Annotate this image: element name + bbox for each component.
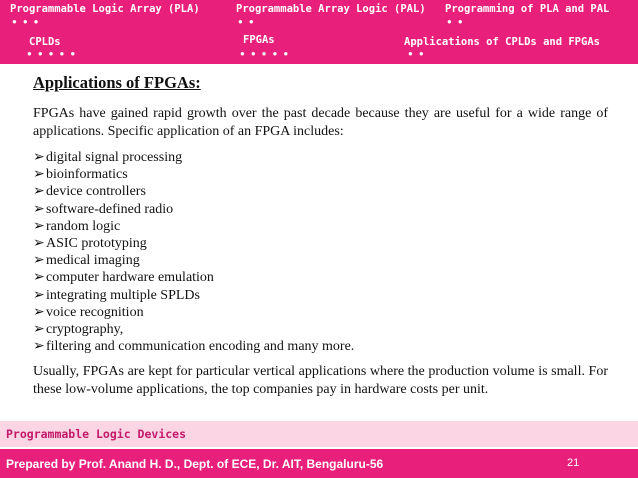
list-item: [33, 252, 608, 269]
check-arrow-icon: ➢: [33, 150, 45, 165]
list-item-text: computer hardware emulation: [46, 270, 214, 286]
list-item-text: integrating multiple SPLDs: [46, 287, 200, 303]
check-arrow-icon: ➢: [33, 287, 45, 303]
list-item-text: random logic: [46, 218, 121, 234]
list-item: [33, 183, 608, 200]
nav-progress-dots-programming: ● ●: [447, 17, 465, 26]
list-item: [33, 218, 608, 235]
check-arrow-icon: ➢: [33, 201, 45, 217]
list-item: [33, 201, 608, 218]
nav-progress-dots-pal: ● ●: [238, 17, 256, 26]
list-item: [33, 304, 608, 321]
check-arrow-icon: ➢: [33, 236, 45, 252]
list-item-text: medical imaging: [46, 253, 140, 269]
nav-progress-dots-applications: ● ●: [408, 49, 426, 58]
intro-paragraph: FPGAs have gained rapid growth over the past decade because they are useful for a wide range of applications. Specific application of an FPGA includes:: [33, 106, 608, 139]
nav-link-applications[interactable]: Applications of CPLDs and FPGAs: [404, 36, 600, 48]
nav-progress-dots-pla: ● ● ●: [12, 17, 41, 26]
slide-content: [33, 70, 608, 399]
check-arrow-icon: ➢: [33, 339, 45, 355]
footer-bar: [0, 449, 638, 478]
list-item-text: ASIC prototyping: [46, 236, 147, 252]
list-item-text: bioinformatics: [46, 167, 128, 183]
nav-link-cplds[interactable]: CPLDs: [29, 36, 61, 48]
closing-paragraph: Usually, FPGAs are kept for particular vertical applications where the production volume is small. For these low-volume applications, the top companies pay in hardware costs per unit.: [33, 364, 608, 398]
list-item-text: filtering and communication encoding and many more.: [46, 339, 355, 355]
list-item-text: software-defined radio: [46, 201, 174, 217]
list-item-text: digital signal processing: [46, 150, 183, 165]
list-item: [33, 269, 608, 286]
navigation-bar: [0, 0, 638, 64]
list-item: [33, 166, 608, 183]
nav-progress-dots-cplds: ● ● ● ● ●: [27, 49, 78, 58]
nav-link-pla[interactable]: Programmable Logic Array (PLA): [10, 3, 200, 15]
nav-link-programming-pla-pal[interactable]: Programming of PLA and PAL: [445, 3, 610, 15]
list-item: [33, 235, 608, 252]
list-item-text: voice recognition: [46, 304, 144, 320]
list-item: [33, 149, 608, 166]
nav-link-pal[interactable]: Programmable Array Logic (PAL): [236, 3, 426, 15]
check-arrow-icon: ➢: [33, 253, 45, 269]
footer-author-credit: Prepared by Prof. Anand H. D., Dept. of ECE, Dr. AIT, Bengaluru-56: [6, 457, 384, 471]
check-arrow-icon: ➢: [33, 184, 45, 200]
footer-section-band: [0, 421, 638, 447]
page-number: 21: [567, 457, 580, 469]
list-item-text: cryptography,: [46, 322, 124, 338]
list-item: [33, 287, 608, 304]
page-title: Applications of FPGAs:: [33, 73, 201, 92]
nav-link-fpgas[interactable]: FPGAs: [243, 34, 275, 46]
check-arrow-icon: ➢: [33, 304, 45, 320]
applications-list: [33, 149, 608, 355]
list-item: [33, 338, 608, 355]
list-item-text: device controllers: [46, 184, 146, 200]
nav-progress-dots-fpgas: ● ● ● ● ●: [240, 49, 291, 58]
list-item: [33, 321, 608, 338]
check-arrow-icon: ➢: [33, 167, 45, 183]
check-arrow-icon: ➢: [33, 322, 45, 338]
footer-section-title: Programmable Logic Devices: [6, 427, 187, 441]
check-arrow-icon: ➢: [33, 270, 45, 286]
check-arrow-icon: ➢: [33, 218, 45, 234]
